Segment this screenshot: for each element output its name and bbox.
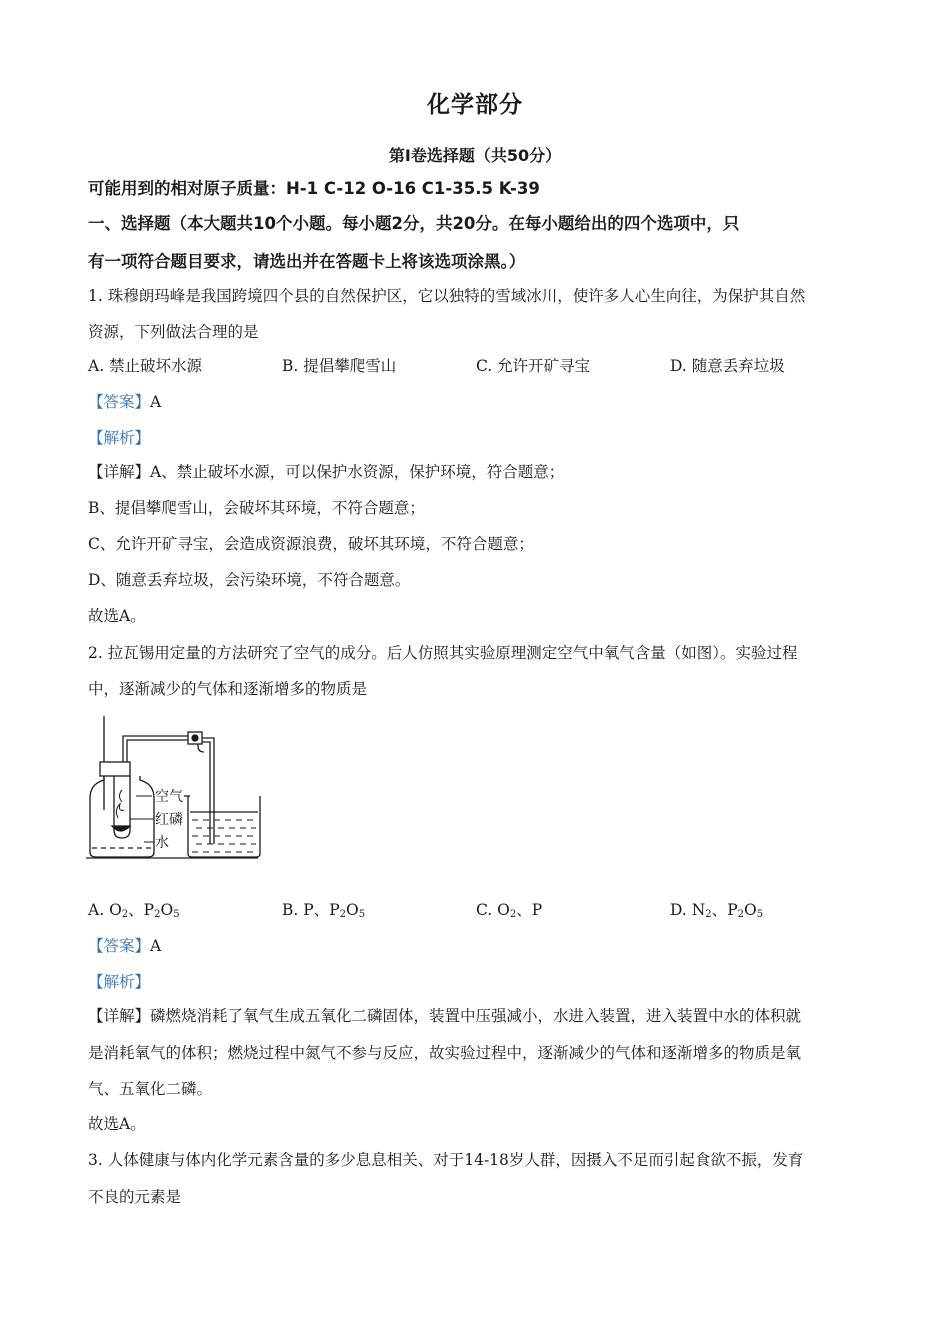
q2-detail-line-2: 是消耗氧气的体积；燃烧过程中氮气不参与反应，故实验过程中，逐渐减少的气体和逐渐增多的物质是氧 bbox=[88, 1044, 802, 1062]
q1-detail-tag: 【详解】 bbox=[88, 463, 151, 481]
q1-detail-line-2: B、提倡攀爬雪山，会破坏其环境，不符合题意； bbox=[88, 499, 425, 517]
q2-option-b: B. P、$P_2O_5$ bbox=[282, 901, 366, 920]
q2-detail-text-1: 磷燃烧消耗了氧气生成五氧化二磷固体，装置中压强减小，水进入装置，进入装置中水的体积就 bbox=[150, 1007, 802, 1025]
q1-option-b: B. 提倡攀爬雪山 bbox=[282, 357, 397, 375]
section-heading-line-2: 有一项符合题目要求，请选出并在答题卡上将该选项涂黑。） bbox=[88, 252, 526, 271]
q2-answer-line bbox=[88, 935, 868, 957]
q1-detail-line-3: C、允许开矿寻宝，会造成资源浪费，破坏其环境，不符合题意； bbox=[88, 535, 534, 553]
diagram-label-red-phosphorus: 红磷 bbox=[155, 812, 183, 828]
q1-stem-line-2: 资源，下列做法合理的是 bbox=[88, 323, 259, 341]
q2-detail-line-1 bbox=[88, 1005, 868, 1027]
q2-conclusion: 故选A。 bbox=[88, 1115, 146, 1133]
q1-option-d: D. 随意丢弃垃圾 bbox=[670, 357, 785, 375]
q2-option-d: D. $N_2$、$P_2O_5$ bbox=[670, 901, 764, 920]
atomic-masses-note: 可能用到的相对原子质量：H-1 C-12 O-16 C1-35.5 K-39 bbox=[88, 179, 540, 198]
experiment-apparatus-diagram bbox=[84, 712, 262, 862]
page-title: 化学部分 bbox=[427, 92, 523, 118]
q1-answer-tag: 【答案】 bbox=[88, 393, 151, 411]
q2-detail-line-3: 气、五氧化二磷。 bbox=[88, 1080, 213, 1098]
q1-conclusion: 故选A。 bbox=[88, 607, 146, 625]
q2-analysis-tag: 【解析】 bbox=[88, 973, 151, 991]
q1-answer-line bbox=[88, 391, 868, 413]
diagram-label-water: 水 bbox=[155, 835, 169, 851]
q1-analysis-line bbox=[88, 427, 868, 449]
q1-analysis-tag: 【解析】 bbox=[88, 429, 151, 447]
q1-detail-line-1 bbox=[88, 461, 868, 483]
q2-stem-line-2: 中，逐渐减少的气体和逐渐增多的物质是 bbox=[88, 680, 368, 698]
q2-analysis-line bbox=[88, 971, 868, 993]
q1-detail-line-4: D、随意丢弃垃圾，会污染环境，不符合题意。 bbox=[88, 571, 411, 589]
q2-option-c: C. $O_2$、P bbox=[476, 901, 543, 920]
q1-detail-text-1: A、禁止破坏水源，可以保护水资源，保护环境，符合题意； bbox=[150, 463, 565, 481]
q2-answer-tag: 【答案】 bbox=[88, 937, 151, 955]
paper-subtitle: 第Ⅰ卷选择题（共50分） bbox=[388, 146, 562, 165]
q1-option-c: C. 允许开矿寻宝 bbox=[476, 357, 591, 375]
diagram-label-air: 空气 bbox=[155, 789, 183, 805]
section-heading-line-1: 一、选择题（本大题共10个小题。每小题2分，共20分。在每小题给出的四个选项中，只 bbox=[88, 214, 740, 233]
q2-answer-value: A bbox=[150, 937, 162, 955]
q3-stem-line-2: 不良的元素是 bbox=[88, 1188, 182, 1206]
q2-option-a: A. $O_2$、$P_2O_5$ bbox=[88, 901, 180, 920]
q2-detail-tag: 【详解】 bbox=[88, 1007, 151, 1025]
q1-answer-value: A bbox=[150, 393, 162, 411]
q1-stem-line-1: 1. 珠穆朗玛峰是我国跨境四个县的自然保护区，它以独特的雪域冰川，使许多人心生向往，为保护其自然 bbox=[88, 287, 806, 305]
q2-stem-line-1: 2. 拉瓦锡用定量的方法研究了空气的成分。后人仿照其实验原理测定空气中氧气含量（如图）。实验过程 bbox=[88, 644, 798, 662]
q1-option-a: A. 禁止破坏水源 bbox=[88, 357, 203, 375]
q3-stem-line-1: 3. 人体健康与体内化学元素含量的多少息息相关、对于14-18岁人群，因摄入不足而引起食欲不振，发育 bbox=[88, 1151, 804, 1169]
